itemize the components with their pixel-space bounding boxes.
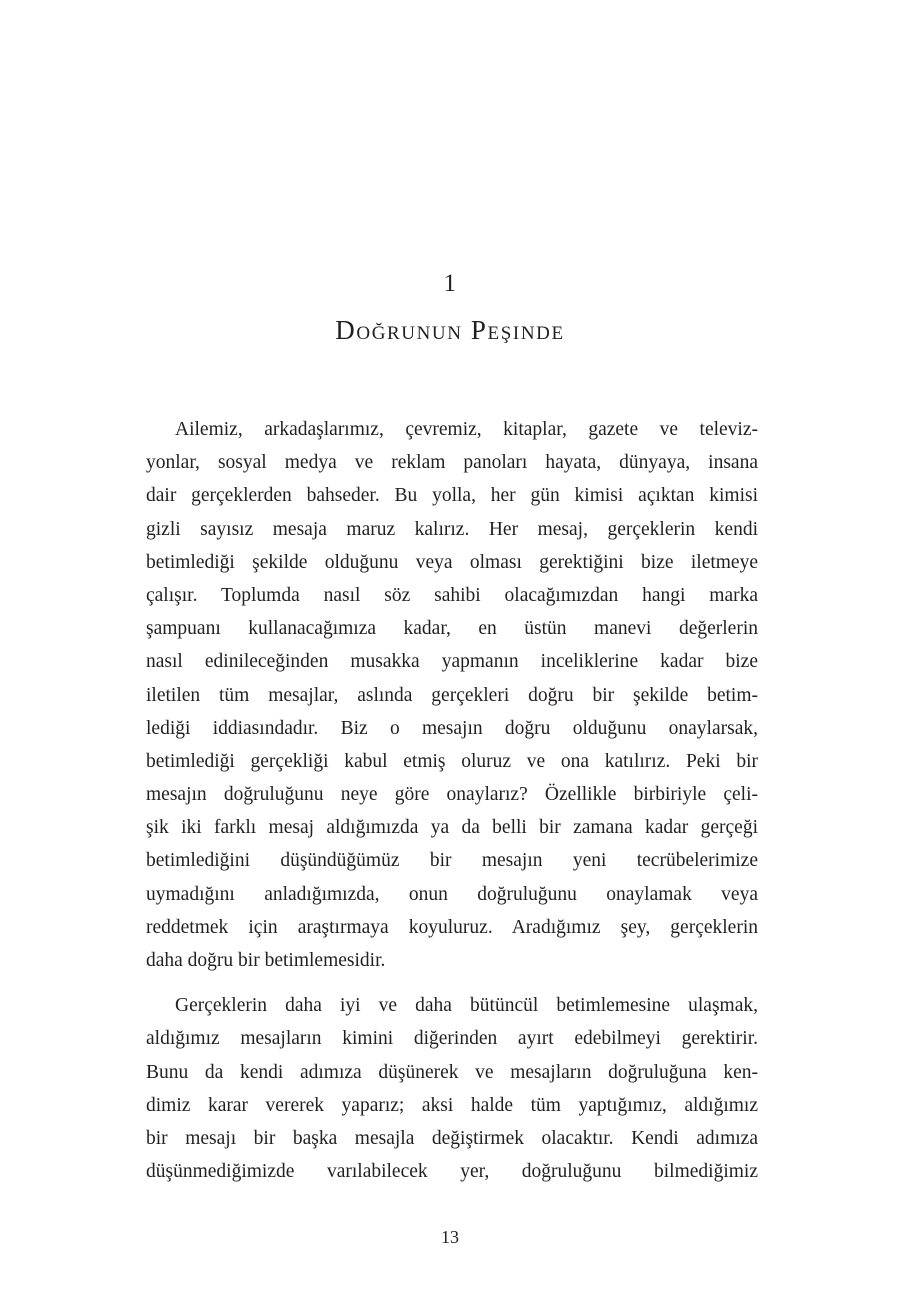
text-line: bir mesajı bir başka mesajla değiştirmek olacaktır. Kendi adımıza — [146, 1127, 758, 1149]
paragraph-2 — [146, 989, 758, 1188]
text-line: gizli sayısız mesaja maruz kalırız. Her mesaj, gerçeklerin kendi — [146, 518, 758, 540]
text-line: iletilen tüm mesajlar, aslında gerçekleri doğru bir şekilde betim- — [146, 684, 758, 706]
text-line: nasıl edinileceğinden musakka yapmanın inceliklerine kadar bize — [146, 651, 758, 673]
paragraph-1 — [146, 413, 758, 977]
text-line: mesajın doğruluğunu neye göre onaylarız? Özellikle birbiriyle çeli- — [146, 784, 758, 806]
text-line: daha doğru bir betimlemesidir. — [146, 950, 386, 971]
text-line: Gerçeklerin daha iyi ve daha bütüncül betimlemesine ulaşmak, — [175, 995, 758, 1017]
text-line: Ailemiz, arkadaşlarımız, çevremiz, kitaplar, gazete ve televiz- — [175, 419, 758, 440]
page-number: 13 — [441, 1227, 459, 1247]
text-line: betimlediği gerçekliği kabul etmiş oluruz ve ona katılırız. Peki bir — [146, 750, 758, 772]
text-line: lediği iddiasındadır. Biz o mesajın doğru olduğunu onaylarsak, — [146, 717, 758, 739]
text-line: betimlediğini düşündüğümüz bir mesajın yeni tecrübelerimize — [146, 850, 758, 872]
chapter-number: 1 — [443, 270, 457, 297]
chapter-title: Doğrunun Peşinde — [335, 315, 565, 345]
text-line: reddetmek için araştırmaya koyuluruz. Aradığımız şey, gerçeklerin — [146, 916, 758, 938]
text-line: düşünmediğimizde varılabilecek yer, doğruluğunu bilmediğimiz — [146, 1161, 758, 1183]
text-line: dair gerçeklerden bahseder. Bu yolla, her gün kimisi açıktan kimisi — [146, 485, 758, 507]
text-line: yonlar, sosyal medya ve reklam panoları hayata, dünyaya, insana — [146, 452, 758, 474]
text-line: aldığımız mesajların kimini diğerinden ayırt edebilmeyi gerektirir. — [146, 1028, 758, 1050]
text-line: çalışır. Toplumda nasıl söz sahibi olacağımızdan hangi marka — [146, 584, 758, 606]
text-line: Bunu da kendi adımıza düşünerek ve mesajların doğruluğuna ken- — [146, 1061, 758, 1083]
text-line: şik iki farklı mesaj aldığımızda ya da belli bir zamana kadar gerçeği — [146, 817, 758, 839]
text-line: şampuanı kullanacağımıza kadar, en üstün manevi değerlerin — [146, 618, 758, 640]
text-line: betimlediği şekilde olduğunu veya olması gerektiğini bize iletmeye — [146, 551, 758, 573]
text-line: dimiz karar vererek yaparız; aksi halde tüm yaptığımız, aldığımız — [146, 1094, 758, 1116]
text-line: uymadığını anladığımızda, onun doğruluğunu onaylamak veya — [146, 883, 758, 905]
chapter-body — [146, 413, 758, 1188]
